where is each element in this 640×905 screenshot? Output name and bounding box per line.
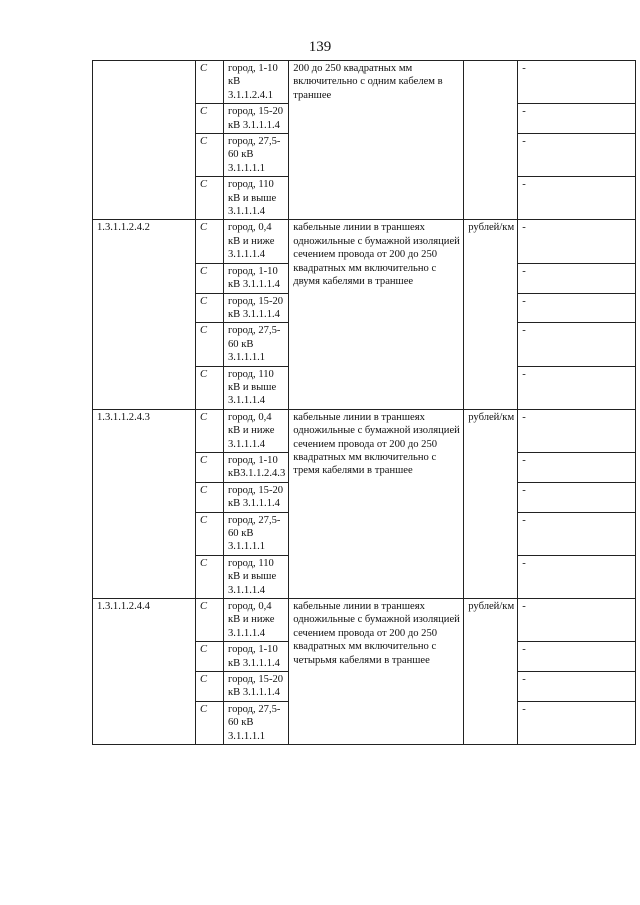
value-cell: - [518, 555, 636, 598]
value-cell: - [518, 452, 636, 482]
voltage-class-cell: город, 1-10 кВ 3.1.1.1.4 [224, 263, 289, 293]
voltage-class-cell: город, 15-20 кВ 3.1.1.1.4 [224, 672, 289, 702]
category-letter-cell: С [196, 177, 224, 220]
voltage-class-cell: город, 1-10 кВ 3.1.1.1.4 [224, 642, 289, 672]
voltage-class-cell: город, 15-20 кВ 3.1.1.1.4 [224, 293, 289, 323]
table-row [93, 220, 636, 263]
value-cell: - [518, 482, 636, 512]
value-cell: - [518, 177, 636, 220]
voltage-class-cell: город, 110 кВ и выше 3.1.1.1.4 [224, 366, 289, 409]
category-letter-cell: С [196, 599, 224, 642]
description-cell: 200 до 250 квадратных мм включительно с одним кабелем в траншее [289, 61, 464, 220]
category-letter-cell: С [196, 512, 224, 555]
category-letter-cell: С [196, 220, 224, 263]
voltage-class-cell: город, 27,5-60 кВ 3.1.1.1.1 [224, 701, 289, 744]
voltage-class-cell: город, 15-20 кВ 3.1.1.1.4 [224, 104, 289, 134]
voltage-class-cell: город, 0,4 кВ и ниже 3.1.1.1.4 [224, 599, 289, 642]
table-row [93, 61, 636, 104]
voltage-class-cell: город, 1-10 кВ3.1.1.2.4.3 [224, 452, 289, 482]
voltage-class-cell: город, 27,5-60 кВ 3.1.1.1.1 [224, 512, 289, 555]
value-cell: - [518, 599, 636, 642]
value-cell: - [518, 220, 636, 263]
item-code-cell: 1.3.1.1.2.4.3 [93, 409, 196, 598]
voltage-class-cell: город, 110 кВ и выше 3.1.1.1.4 [224, 555, 289, 598]
description-cell: кабельные линии в траншеях одножильные с бумажной изоляцией сечением провода от 200 до 250 квадратных мм включительно с тремя кабелями в траншее [289, 409, 464, 598]
category-letter-cell: С [196, 134, 224, 177]
value-cell: - [518, 672, 636, 702]
description-cell: кабельные линии в траншеях одножильные с бумажной изоляцией сечением провода от 200 до 250 квадратных мм включительно с четырьмя кабелями в траншее [289, 599, 464, 745]
voltage-class-cell: город, 27,5-60 кВ 3.1.1.1.1 [224, 134, 289, 177]
value-cell: - [518, 642, 636, 672]
item-code-cell: 1.3.1.1.2.4.2 [93, 220, 196, 409]
item-code-cell [93, 61, 196, 220]
category-letter-cell: С [196, 104, 224, 134]
page-number: 139 [308, 39, 332, 55]
value-cell: - [518, 366, 636, 409]
unit-cell [464, 61, 518, 220]
value-cell: - [518, 61, 636, 104]
unit-cell: рублей/км [464, 220, 518, 409]
category-letter-cell: С [196, 482, 224, 512]
voltage-class-cell: город, 110 кВ и выше 3.1.1.1.4 [224, 177, 289, 220]
value-cell: - [518, 409, 636, 452]
value-cell: - [518, 701, 636, 744]
category-letter-cell: С [196, 701, 224, 744]
description-cell: кабельные линии в траншеях одножильные с бумажной изоляцией сечением провода от 200 до 250 квадратных мм включительно с двумя кабелями в траншее [289, 220, 464, 409]
category-letter-cell: С [196, 323, 224, 366]
tariff-table [92, 60, 636, 745]
voltage-class-cell: город, 15-20 кВ 3.1.1.1.4 [224, 482, 289, 512]
tariff-table-body [93, 61, 636, 745]
voltage-class-cell: город, 27,5-60 кВ 3.1.1.1.1 [224, 323, 289, 366]
value-cell: - [518, 134, 636, 177]
voltage-class-cell: город, 1-10 кВ 3.1.1.2.4.1 [224, 61, 289, 104]
table-row [93, 409, 636, 452]
category-letter-cell: С [196, 293, 224, 323]
category-letter-cell: С [196, 452, 224, 482]
item-code-cell: 1.3.1.1.2.4.4 [93, 599, 196, 745]
voltage-class-cell: город, 0,4 кВ и ниже 3.1.1.1.4 [224, 409, 289, 452]
unit-cell: рублей/км [464, 409, 518, 598]
category-letter-cell: С [196, 555, 224, 598]
value-cell: - [518, 512, 636, 555]
voltage-class-cell: город, 0,4 кВ и ниже 3.1.1.1.4 [224, 220, 289, 263]
category-letter-cell: С [196, 642, 224, 672]
category-letter-cell: С [196, 672, 224, 702]
category-letter-cell: С [196, 409, 224, 452]
category-letter-cell: С [196, 61, 224, 104]
category-letter-cell: С [196, 263, 224, 293]
table-row [93, 599, 636, 642]
category-letter-cell: С [196, 366, 224, 409]
value-cell: - [518, 293, 636, 323]
value-cell: - [518, 323, 636, 366]
value-cell: - [518, 263, 636, 293]
value-cell: - [518, 104, 636, 134]
unit-cell: рублей/км [464, 599, 518, 745]
